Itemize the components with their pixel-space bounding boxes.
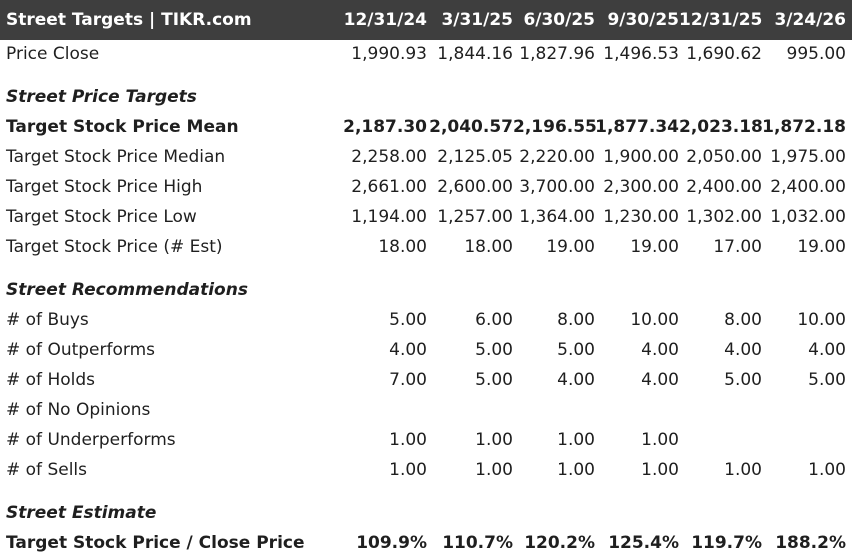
table-cell: 2,258.00 [351,147,427,167]
table-cell: 4.00 [641,370,679,390]
table-cell: 4.00 [389,340,427,360]
row-label: # of Buys [6,310,89,330]
row-target-median [0,142,852,172]
table-header [0,0,852,40]
table-cell: 1,496.53 [603,44,679,64]
table-cell: 10.00 [797,310,846,330]
row-target-estimates [0,232,852,262]
table-cell: 4.00 [641,340,679,360]
table-cell: 1,302.00 [686,207,762,227]
table-cell: 2,600.00 [437,177,513,197]
table-cell: 5.00 [808,370,846,390]
table-cell: 2,040.57 [429,117,513,137]
row-label: # of Holds [6,370,95,390]
row-label: Target Stock Price High [6,177,203,197]
table-cell: 1,844.16 [437,44,513,64]
row-label: Price Close [6,44,100,64]
row-no-opinions [0,395,852,425]
column-header-date: 3/31/25 [441,10,513,30]
table-cell: 6.00 [475,310,513,330]
table-cell: 1,827.96 [519,44,595,64]
table-cell: 4.00 [557,370,595,390]
table-cell: 5.00 [475,340,513,360]
table-cell: 8.00 [557,310,595,330]
table-cell: 1,364.00 [519,207,595,227]
table-cell: 1.00 [389,430,427,450]
row-holds [0,365,852,395]
column-header-date: 12/31/25 [679,10,763,30]
table-cell: 119.7% [691,533,762,553]
row-outperforms [0,335,852,365]
table-cell: 4.00 [808,340,846,360]
table-cell: 2,187.30 [343,117,427,137]
column-header-date: 12/31/24 [343,10,427,30]
table-cell: 2,661.00 [351,177,427,197]
table-cell: 125.4% [608,533,679,553]
table-cell: 1,990.93 [351,44,427,64]
table-cell: 5.00 [557,340,595,360]
table-cell: 2,125.05 [437,147,513,167]
table-cell: 17.00 [713,237,762,257]
table-cell: 188.2% [775,533,846,553]
row-label: Target Stock Price Median [6,147,226,167]
row-label: Target Stock Price / Close Price [6,533,305,553]
row-label: Target Stock Price (# Est) [6,237,223,257]
table-cell: 2,300.00 [603,177,679,197]
table-cell: 1,257.00 [437,207,513,227]
row-sells [0,455,852,485]
table-cell: 2,400.00 [770,177,846,197]
table-cell: 1,032.00 [770,207,846,227]
table-cell: 8.00 [724,310,762,330]
row-label: # of Outperforms [6,340,155,360]
row-label: # of Underperforms [6,430,176,450]
table-cell: 5.00 [389,310,427,330]
row-price-close [0,39,852,69]
row-underperforms [0,425,852,455]
section-heading-recommendations: Street Recommendations [6,280,248,300]
table-cell: 110.7% [442,533,513,553]
table-cell: 4.00 [724,340,762,360]
table-cell: 10.00 [630,310,679,330]
column-header-date: 6/30/25 [523,10,595,30]
table-cell: 1.00 [641,430,679,450]
table-cell: 5.00 [475,370,513,390]
table-cell: 1.00 [641,460,679,480]
row-buys [0,305,852,335]
table-cell: 2,220.00 [519,147,595,167]
table-cell: 1,194.00 [351,207,427,227]
table-cell: 1.00 [475,460,513,480]
table-title: Street Targets | TIKR.com [6,10,252,30]
row-target-high [0,172,852,202]
table-cell: 19.00 [797,237,846,257]
table-cell: 19.00 [546,237,595,257]
column-header-date: 3/24/26 [774,10,846,30]
table-cell: 1,690.62 [686,44,762,64]
table-cell: 1.00 [557,460,595,480]
table-cell: 1.00 [389,460,427,480]
table-cell: 7.00 [389,370,427,390]
table-cell: 2,400.00 [686,177,762,197]
table-cell: 995.00 [786,44,846,64]
table-cell: 1,872.18 [762,117,846,137]
table-cell: 1.00 [557,430,595,450]
table-cell: 5.00 [724,370,762,390]
row-label: Target Stock Price Mean [6,117,239,137]
table-cell: 18.00 [464,237,513,257]
table-cell: 3,700.00 [519,177,595,197]
table-cell: 1.00 [475,430,513,450]
table-cell: 2,023.18 [679,117,763,137]
row-label: Target Stock Price Low [6,207,197,227]
table-cell: 1.00 [808,460,846,480]
table-cell: 1.00 [724,460,762,480]
table-cell: 1,877.34 [595,117,679,137]
column-header-date: 9/30/25 [607,10,679,30]
row-label: # of Sells [6,460,87,480]
table-cell: 1,900.00 [603,147,679,167]
table-cell: 18.00 [378,237,427,257]
section-heading-price-targets: Street Price Targets [6,87,197,107]
table-cell: 19.00 [630,237,679,257]
row-target-close-ratio [0,528,852,558]
table-cell: 1,230.00 [603,207,679,227]
table-cell: 2,050.00 [686,147,762,167]
table-cell: 1,975.00 [770,147,846,167]
table-cell: 120.2% [524,533,595,553]
row-target-mean [0,112,852,142]
table-cell: 109.9% [356,533,427,553]
table-cell: 2,196.55 [513,117,597,137]
row-label: # of No Opinions [6,400,151,420]
section-heading-estimate: Street Estimate [6,503,157,523]
row-target-low [0,202,852,232]
